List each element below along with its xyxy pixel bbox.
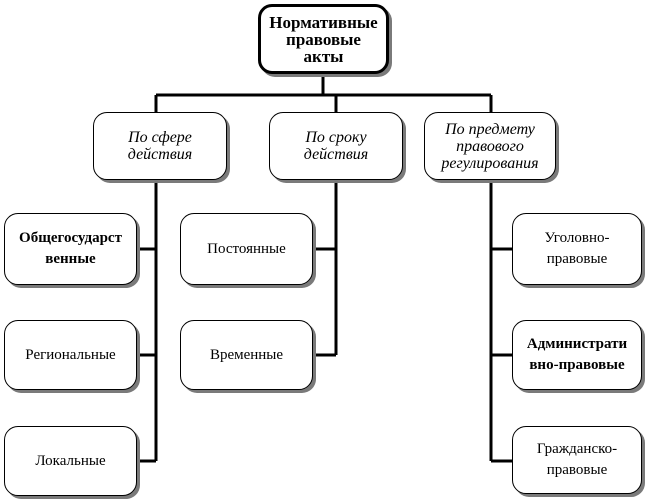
leaf-temporary	[180, 320, 313, 390]
category-scope	[93, 112, 227, 180]
leaf-temporary-label: Временные	[209, 346, 284, 363]
leaf-civil-label: Гражданско- правовые	[536, 441, 618, 478]
leaf-local	[4, 426, 137, 496]
leaf-permanent	[180, 213, 313, 285]
leaf-criminal	[512, 213, 642, 285]
leaf-regional-label: Региональные	[25, 346, 116, 363]
leaf-regional	[4, 320, 137, 390]
leaf-permanent-label: Постоянные	[207, 240, 286, 257]
category-subject	[424, 112, 556, 180]
category-term-label: По сроку действия	[303, 129, 369, 163]
leaf-administrative-label: Администрати вно-правовые	[526, 336, 628, 373]
category-scope-label: По сфере действия	[127, 129, 193, 163]
root-node	[258, 4, 389, 74]
leaf-civil	[512, 426, 642, 494]
leaf-administrative	[512, 320, 642, 390]
category-subject-label: По предмету правового регулирования	[441, 120, 539, 172]
leaf-criminal-label: Уголовно- правовые	[544, 230, 610, 267]
leaf-local-label: Локальные	[35, 452, 106, 469]
root-label: Нормативные правовые акты	[269, 12, 378, 66]
category-term	[269, 112, 403, 180]
leaf-national	[4, 213, 137, 285]
leaf-national-label: Общегосударст венные	[19, 230, 122, 267]
